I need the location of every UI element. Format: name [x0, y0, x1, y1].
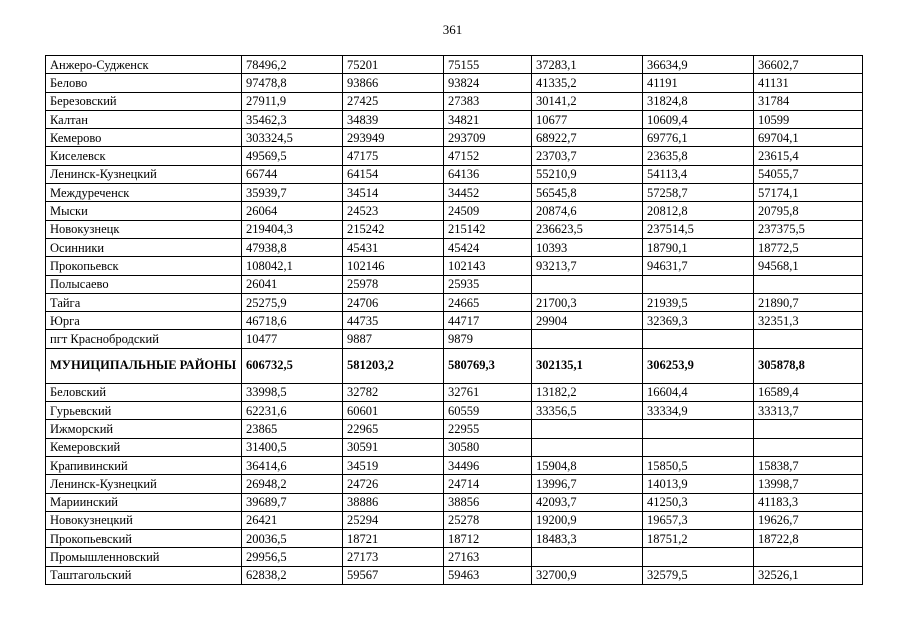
value-cell: 44735: [343, 312, 444, 330]
value-cell: 37283,1: [532, 56, 643, 74]
value-cell: 20036,5: [242, 530, 343, 548]
row-name-cell: Междуреченск: [46, 184, 242, 202]
value-cell: 32579,5: [643, 566, 754, 584]
value-cell: 26421: [242, 511, 343, 529]
table-row: [46, 566, 863, 584]
value-cell: 35462,3: [242, 110, 343, 128]
value-cell: 293949: [343, 129, 444, 147]
value-cell: 31400,5: [242, 438, 343, 456]
value-cell: 31784: [754, 92, 863, 110]
table-row: [46, 220, 863, 238]
value-cell: 93866: [343, 74, 444, 92]
table-row: [46, 92, 863, 110]
value-cell: 60601: [343, 402, 444, 420]
value-cell: 18712: [444, 530, 532, 548]
table-row: [46, 202, 863, 220]
value-cell: 33313,7: [754, 402, 863, 420]
value-cell: 59567: [343, 566, 444, 584]
row-name-cell: Промышленновский: [46, 548, 242, 566]
value-cell: 305878,8: [754, 348, 863, 383]
value-cell: 25275,9: [242, 293, 343, 311]
value-cell: 16589,4: [754, 383, 863, 401]
value-cell: 41335,2: [532, 74, 643, 92]
value-cell: 24726: [343, 475, 444, 493]
value-cell: 606732,5: [242, 348, 343, 383]
value-cell: 18790,1: [643, 238, 754, 256]
value-cell: 20812,8: [643, 202, 754, 220]
value-cell: 32351,3: [754, 312, 863, 330]
table-row: [46, 257, 863, 275]
row-name-cell: Ижморский: [46, 420, 242, 438]
value-cell: 32782: [343, 383, 444, 401]
value-cell: 41250,3: [643, 493, 754, 511]
table-row: [46, 530, 863, 548]
value-cell: 26064: [242, 202, 343, 220]
value-cell: 36602,7: [754, 56, 863, 74]
row-name-cell: Анжеро-Судженск: [46, 56, 242, 74]
table-row: [46, 402, 863, 420]
value-cell: 23635,8: [643, 147, 754, 165]
value-cell: 108042,1: [242, 257, 343, 275]
value-cell: [754, 420, 863, 438]
value-cell: [643, 438, 754, 456]
value-cell: 215242: [343, 220, 444, 238]
value-cell: 44717: [444, 312, 532, 330]
value-cell: 34821: [444, 110, 532, 128]
value-cell: 19626,7: [754, 511, 863, 529]
value-cell: 16604,4: [643, 383, 754, 401]
table-body: [46, 56, 863, 585]
table-row: [46, 129, 863, 147]
value-cell: 14013,9: [643, 475, 754, 493]
value-cell: 580769,3: [444, 348, 532, 383]
value-cell: 33998,5: [242, 383, 343, 401]
table-row: [46, 511, 863, 529]
row-name-cell: Юрга: [46, 312, 242, 330]
value-cell: 54113,4: [643, 165, 754, 183]
value-cell: 21700,3: [532, 293, 643, 311]
value-cell: 22965: [343, 420, 444, 438]
value-cell: 66744: [242, 165, 343, 183]
value-cell: 25978: [343, 275, 444, 293]
value-cell: 54055,7: [754, 165, 863, 183]
value-cell: [643, 330, 754, 348]
value-cell: 21939,5: [643, 293, 754, 311]
value-cell: 32761: [444, 383, 532, 401]
value-cell: 18722,8: [754, 530, 863, 548]
value-cell: 27383: [444, 92, 532, 110]
value-cell: 32526,1: [754, 566, 863, 584]
value-cell: 24665: [444, 293, 532, 311]
value-cell: 237514,5: [643, 220, 754, 238]
value-cell: 32369,3: [643, 312, 754, 330]
value-cell: 34496: [444, 456, 532, 474]
row-name-cell: пгт Краснобродский: [46, 330, 242, 348]
value-cell: 41131: [754, 74, 863, 92]
value-cell: 45431: [343, 238, 444, 256]
value-cell: 27163: [444, 548, 532, 566]
table-row: [46, 456, 863, 474]
value-cell: 25294: [343, 511, 444, 529]
table-row: [46, 312, 863, 330]
value-cell: 23703,7: [532, 147, 643, 165]
table-row: [46, 293, 863, 311]
value-cell: 93824: [444, 74, 532, 92]
value-cell: 306253,9: [643, 348, 754, 383]
value-cell: 10477: [242, 330, 343, 348]
value-cell: 41191: [643, 74, 754, 92]
row-name-cell: Кемеровский: [46, 438, 242, 456]
value-cell: 36414,6: [242, 456, 343, 474]
row-name-cell: Мариинский: [46, 493, 242, 511]
value-cell: 10609,4: [643, 110, 754, 128]
row-name-cell: Ленинск-Кузнецкий: [46, 165, 242, 183]
value-cell: [532, 438, 643, 456]
value-cell: 102143: [444, 257, 532, 275]
value-cell: 303324,5: [242, 129, 343, 147]
table-row: [46, 420, 863, 438]
value-cell: 15838,7: [754, 456, 863, 474]
table-row: [46, 383, 863, 401]
table-row: [46, 238, 863, 256]
value-cell: 78496,2: [242, 56, 343, 74]
value-cell: 581203,2: [343, 348, 444, 383]
value-cell: [532, 420, 643, 438]
page-number: 361: [442, 22, 463, 37]
value-cell: 19200,9: [532, 511, 643, 529]
table-row: [46, 147, 863, 165]
value-cell: 102146: [343, 257, 444, 275]
value-cell: [754, 275, 863, 293]
value-cell: 69776,1: [643, 129, 754, 147]
row-name-cell: Гурьевский: [46, 402, 242, 420]
value-cell: 29956,5: [242, 548, 343, 566]
value-cell: 33356,5: [532, 402, 643, 420]
value-cell: 9887: [343, 330, 444, 348]
row-name-cell: Ленинск-Кузнецкий: [46, 475, 242, 493]
row-name-cell: Полысаево: [46, 275, 242, 293]
value-cell: [643, 548, 754, 566]
value-cell: 18721: [343, 530, 444, 548]
table-row: [46, 56, 863, 74]
row-name-cell: Осинники: [46, 238, 242, 256]
table-row: [46, 348, 863, 383]
value-cell: 47152: [444, 147, 532, 165]
value-cell: 10393: [532, 238, 643, 256]
value-cell: 23865: [242, 420, 343, 438]
value-cell: [532, 275, 643, 293]
table-row: [46, 165, 863, 183]
value-cell: 10677: [532, 110, 643, 128]
value-cell: 34452: [444, 184, 532, 202]
table-row: [46, 330, 863, 348]
value-cell: 30580: [444, 438, 532, 456]
value-cell: 69704,1: [754, 129, 863, 147]
value-cell: 31824,8: [643, 92, 754, 110]
value-cell: [643, 275, 754, 293]
value-cell: 47938,8: [242, 238, 343, 256]
value-cell: 19657,3: [643, 511, 754, 529]
value-cell: 38856: [444, 493, 532, 511]
value-cell: 94568,1: [754, 257, 863, 275]
value-cell: 18483,3: [532, 530, 643, 548]
value-cell: 38886: [343, 493, 444, 511]
row-name-cell: Кемерово: [46, 129, 242, 147]
value-cell: 64154: [343, 165, 444, 183]
value-cell: 39689,7: [242, 493, 343, 511]
value-cell: 24509: [444, 202, 532, 220]
value-cell: 236623,5: [532, 220, 643, 238]
value-cell: 64136: [444, 165, 532, 183]
row-name-cell: Новокузнецкий: [46, 511, 242, 529]
value-cell: 24523: [343, 202, 444, 220]
value-cell: 55210,9: [532, 165, 643, 183]
value-cell: 23615,4: [754, 147, 863, 165]
value-cell: 20795,8: [754, 202, 863, 220]
row-name-cell: Прокопьевский: [46, 530, 242, 548]
value-cell: [754, 330, 863, 348]
row-name-cell: Калтан: [46, 110, 242, 128]
value-cell: [532, 548, 643, 566]
value-cell: 9879: [444, 330, 532, 348]
row-name-cell: Мыски: [46, 202, 242, 220]
value-cell: 215142: [444, 220, 532, 238]
value-cell: 34514: [343, 184, 444, 202]
value-cell: 24706: [343, 293, 444, 311]
row-name-cell: Прокопьевск: [46, 257, 242, 275]
value-cell: 57174,1: [754, 184, 863, 202]
value-cell: 34519: [343, 456, 444, 474]
value-cell: 30141,2: [532, 92, 643, 110]
value-cell: [754, 548, 863, 566]
value-cell: 42093,7: [532, 493, 643, 511]
row-name-cell: МУНИЦИПАЛЬНЫЕ РАЙОНЫ: [46, 348, 242, 383]
value-cell: 57258,7: [643, 184, 754, 202]
value-cell: 60559: [444, 402, 532, 420]
value-cell: 27425: [343, 92, 444, 110]
value-cell: 25935: [444, 275, 532, 293]
value-cell: 33334,9: [643, 402, 754, 420]
value-cell: 46718,6: [242, 312, 343, 330]
value-cell: 30591: [343, 438, 444, 456]
value-cell: [643, 420, 754, 438]
value-cell: 15850,5: [643, 456, 754, 474]
value-cell: 18751,2: [643, 530, 754, 548]
table-row: [46, 493, 863, 511]
row-name-cell: Киселевск: [46, 147, 242, 165]
value-cell: 41183,3: [754, 493, 863, 511]
value-cell: 94631,7: [643, 257, 754, 275]
row-name-cell: Крапивинский: [46, 456, 242, 474]
value-cell: 29904: [532, 312, 643, 330]
value-cell: 24714: [444, 475, 532, 493]
value-cell: 219404,3: [242, 220, 343, 238]
table-row: [46, 110, 863, 128]
value-cell: 56545,8: [532, 184, 643, 202]
row-name-cell: Белово: [46, 74, 242, 92]
row-name-cell: Беловский: [46, 383, 242, 401]
value-cell: 293709: [444, 129, 532, 147]
value-cell: 45424: [444, 238, 532, 256]
value-cell: 32700,9: [532, 566, 643, 584]
value-cell: 34839: [343, 110, 444, 128]
value-cell: 27173: [343, 548, 444, 566]
table-row: [46, 184, 863, 202]
value-cell: 97478,8: [242, 74, 343, 92]
value-cell: 75201: [343, 56, 444, 74]
value-cell: 25278: [444, 511, 532, 529]
table-row: [46, 548, 863, 566]
value-cell: 20874,6: [532, 202, 643, 220]
value-cell: 237375,5: [754, 220, 863, 238]
table-row: [46, 74, 863, 92]
value-cell: 36634,9: [643, 56, 754, 74]
table-row: [46, 475, 863, 493]
value-cell: 62838,2: [242, 566, 343, 584]
value-cell: 13182,2: [532, 383, 643, 401]
value-cell: 26041: [242, 275, 343, 293]
row-name-cell: Новокузнецк: [46, 220, 242, 238]
value-cell: 26948,2: [242, 475, 343, 493]
value-cell: [754, 438, 863, 456]
value-cell: 59463: [444, 566, 532, 584]
value-cell: 62231,6: [242, 402, 343, 420]
value-cell: 13998,7: [754, 475, 863, 493]
table-row: [46, 438, 863, 456]
value-cell: 22955: [444, 420, 532, 438]
table-row: [46, 275, 863, 293]
value-cell: 49569,5: [242, 147, 343, 165]
value-cell: 35939,7: [242, 184, 343, 202]
value-cell: 18772,5: [754, 238, 863, 256]
value-cell: 21890,7: [754, 293, 863, 311]
row-name-cell: Тайга: [46, 293, 242, 311]
budget-table: [45, 55, 863, 585]
value-cell: 10599: [754, 110, 863, 128]
value-cell: 68922,7: [532, 129, 643, 147]
value-cell: 13996,7: [532, 475, 643, 493]
value-cell: 75155: [444, 56, 532, 74]
value-cell: 302135,1: [532, 348, 643, 383]
row-name-cell: Березовский: [46, 92, 242, 110]
value-cell: 27911,9: [242, 92, 343, 110]
value-cell: 93213,7: [532, 257, 643, 275]
value-cell: 47175: [343, 147, 444, 165]
value-cell: [532, 330, 643, 348]
value-cell: 15904,8: [532, 456, 643, 474]
row-name-cell: Таштагольский: [46, 566, 242, 584]
